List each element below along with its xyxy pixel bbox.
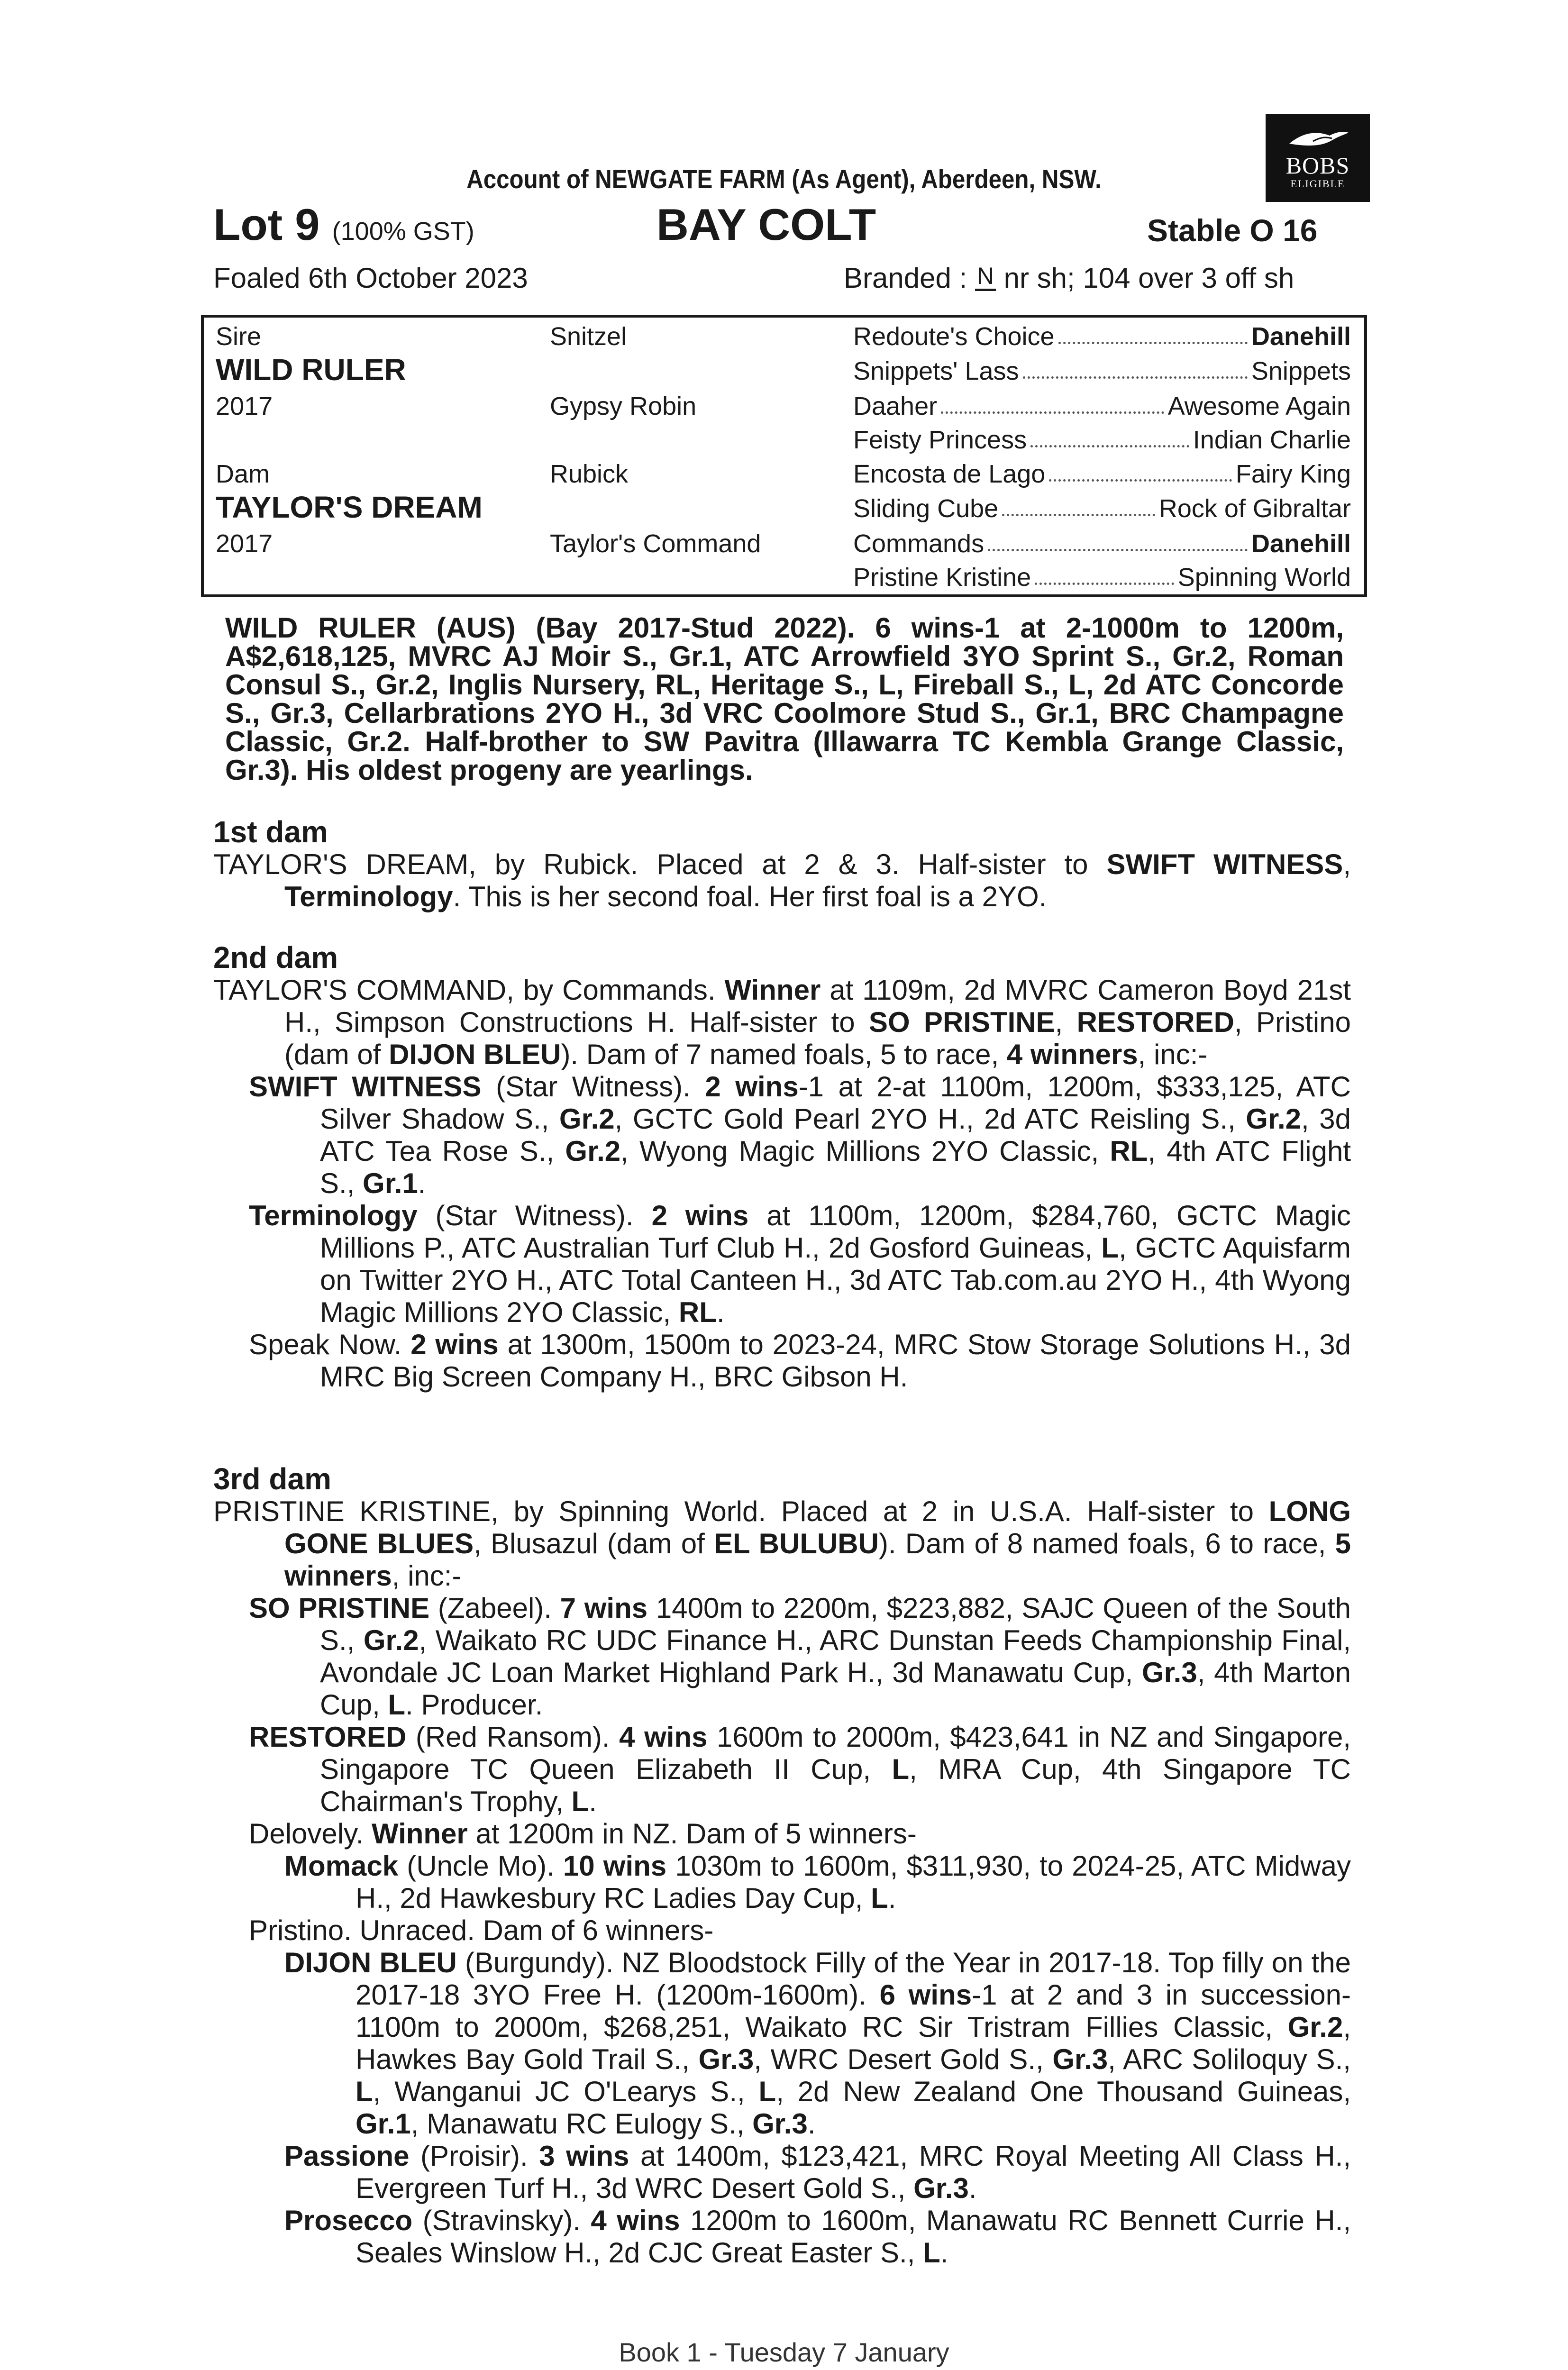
dam-name: TAYLOR'S DREAM — [216, 490, 483, 524]
gen3-row — [853, 529, 1351, 558]
first-dam-text: TAYLOR'S DREAM, by Rubick. Placed at 2 & 3. Half-sister to SWIFT WITNESS, Terminology. This is her second foal. Her first foal is a 2YO. — [213, 848, 1351, 912]
progeny-entry: RESTORED (Red Ransom). 4 wins 1600m to 2000m, $423,641 in NZ and Singapore, Singapore TC Queen Elizabeth II Cup, L, MRA Cup, 4th Singapore TC Chairman's Trophy, L. — [249, 1721, 1351, 1817]
dam-label: Dam — [216, 460, 270, 488]
gen3-name: Feisty Princess — [853, 426, 1027, 454]
second-dam-progeny-list — [213, 1071, 1351, 1393]
gen3-row — [853, 494, 1351, 523]
third-dam-section — [213, 1462, 1351, 2269]
gen3-name: Redoute's Choice — [853, 322, 1055, 351]
progeny-entry: Terminology (Star Witness). 2 wins at 1100m, 1200m, $284,760, GCTC Magic Millions P., ATC Australian Turf Club H., 2d Gosford Guineas, L, GCTC Aquisfarm on Twitter 2YO H., ATC Total Canteen H., 3d ATC Tab.com.au 2YO H., 4th Wyong Magic Millions 2YO Classic, RL. — [249, 1200, 1351, 1328]
foaled-date: Foaled 6th October 2023 — [213, 262, 528, 294]
second-dam-intro: TAYLOR'S COMMAND, by Commands. Winner at 1109m, 2d MVRC Cameron Boyd 21st H., Simpson Constructions H. Half-sister to SO PRISTINE, RESTORED, Pristino (dam of DIJON BLEU). Dam of 7 named foals, 5 to race, 4 winners, inc:- — [213, 974, 1351, 1070]
sire-label: Sire — [216, 322, 262, 351]
first-dam-section — [213, 815, 1351, 913]
gen3-name: Commands — [853, 529, 985, 558]
brand-details: nr sh; 104 over 3 off sh — [1003, 262, 1295, 294]
gen3-sire: Indian Charlie — [1193, 426, 1351, 454]
gen3-name: Pristine Kristine — [853, 563, 1031, 592]
third-dam-intro: PRISTINE KRISTINE, by Spinning World. Placed at 2 in U.S.A. Half-sister to LONG GONE BLUES, Blusazul (dam of EL BULUBU). Dam of 8 named foals, 6 to race, 5 winners, inc:- — [213, 1495, 1351, 1592]
gen3-sire: Danehill — [1251, 529, 1351, 558]
gen3-row — [853, 322, 1351, 351]
branded-label: Branded : — [844, 262, 967, 294]
progeny-entry: Momack (Uncle Mo). 10 wins 1030m to 1600m, $311,930, to 2024-25, ATC Midway H., 2d Hawkesbury RC Ladies Day Cup, L. — [284, 1850, 1351, 1914]
gen3-name: Snippets' Lass — [853, 357, 1019, 385]
logo-text-bobs: BOBS — [1285, 152, 1350, 179]
gen3-row — [853, 357, 1351, 385]
third-dam-progeny-list — [213, 1592, 1351, 2269]
vendor-account: Account of NEWGATE FARM (As Agent), Aberdeen, NSW. — [466, 164, 1102, 194]
section-heading: 3rd dam — [213, 1462, 331, 1496]
gen2-sire-dam: Gypsy Robin — [550, 392, 697, 420]
progeny-entry: SWIFT WITNESS (Star Witness). 2 wins-1 at 2-at 1100m, 1200m, $333,125, ATC Silver Shadow S., Gr.2, GCTC Gold Pearl 2YO H., 2d ATC Reisling S., Gr.2, 3d ATC Tea Rose S., Gr.2, Wyong Magic Millions 2YO Classic, RL, 4th ATC Flight S., Gr.1. — [249, 1071, 1351, 1199]
gen3-name: Encosta de Lago — [853, 460, 1046, 488]
gen3-name: Sliding Cube — [853, 494, 999, 523]
gen3-row — [853, 460, 1351, 488]
gen3-sire: Awesome Again — [1167, 392, 1351, 420]
gst-note: (100% GST) — [332, 217, 474, 246]
gen2-dam-dam: Taylor's Command — [550, 529, 761, 558]
gen3-sire: Danehill — [1251, 322, 1351, 351]
progeny-entry: SO PRISTINE (Zabeel). 7 wins 1400m to 2200m, $223,882, SAJC Queen of the South S., Gr.2, Waikato RC UDC Finance H., ARC Dunstan Feeds Championship Final, Avondale JC Loan Market Highland Park H., 3d Manawatu Cup, Gr.3, 4th Marton Cup, L. Producer. — [249, 1592, 1351, 1721]
sire-name: WILD RULER — [216, 353, 406, 387]
gen3-sire: Snippets — [1251, 357, 1351, 385]
brand-info — [844, 262, 1294, 294]
page-footer: Book 1 - Tuesday 7 January — [619, 2337, 949, 2367]
section-heading: 2nd dam — [213, 940, 338, 975]
section-heading: 1st dam — [213, 815, 328, 849]
gen2-sire-sire: Snitzel — [550, 322, 627, 351]
logo-text-eligible: ELIGIBLE — [1290, 178, 1345, 190]
lot-number — [213, 199, 474, 250]
brand-mark: N — [975, 263, 996, 291]
progeny-entry: Speak Now. 2 wins at 1300m, 1500m to 2023-24, MRC Stow Storage Solutions H., 3d MRC Big Screen Company H., BRC Gibson H. — [249, 1329, 1351, 1393]
sire-year: 2017 — [216, 392, 273, 420]
progeny-entry: DIJON BLEU (Burgundy). NZ Bloodstock Filly of the Year in 2017-18. Top filly on the 2017-18 3YO Free H. (1200m-1600m). 6 wins-1 at 2 and 3 in succession-1100m to 2000m, $268,251, Waikato RC Sir Tristram Fillies Classic, Gr.2, Hawkes Bay Gold Trail S., Gr.3, WRC Desert Gold S., Gr.3, ARC Soliloquy S., L, Wanganui JC O'Learys S., L, 2d New Zealand One Thousand Guineas, Gr.1, Manawatu RC Eulogy S., Gr.3. — [284, 1947, 1351, 2140]
progeny-entry: Pristino. Unraced. Dam of 6 winners- — [249, 1914, 714, 1946]
gen3-row — [853, 392, 1351, 420]
gen3-row — [853, 563, 1351, 592]
stable-location: Stable O 16 — [1147, 213, 1318, 248]
gen3-row — [853, 426, 1351, 454]
gen3-sire: Rock of Gibraltar — [1158, 494, 1351, 523]
progeny-entry: Delovely. Winner at 1200m in NZ. Dam of 5 winners- — [249, 1818, 917, 1850]
dam-year: 2017 — [216, 529, 273, 558]
progeny-entry: Prosecco (Stravinsky). 4 wins 1200m to 1600m, Manawatu RC Bennett Currie H., Seales Winslow H., 2d CJC Great Easter S., L. — [284, 2205, 1351, 2269]
bird-icon — [1285, 127, 1351, 151]
second-dam-section — [213, 941, 1351, 1393]
progeny-entry: Passione (Proisir). 3 wins at 1400m, $123,421, MRC Royal Meeting All Class H., Evergreen Turf H., 3d WRC Desert Gold S., Gr.3. — [284, 2140, 1351, 2204]
gen3-name: Daaher — [853, 392, 938, 420]
sire-summary: WILD RULER (AUS) (Bay 2017-Stud 2022). 6 wins-1 at 2-1000m to 1200m, A$2,618,125, MVRC AJ Moir S., Gr.1, ATC Arrowfield 3YO Sprint S., Gr.2, Roman Consul S., Gr.2, Inglis Nursery, RL, Heritage S., L, Fireball S., L, 2d ATC Concorde S., Gr.3, Cellarbrations 2YO H., 3d VRC Coolmore Stud S., Gr.1, BRC Champagne Classic, Gr.2. Half-brother to SW Pavitra (Illawarra TC Kembla Grange Classic, Gr.3). His oldest progeny are yearlings. — [225, 612, 1344, 786]
gen3-sire: Fairy King — [1235, 460, 1351, 488]
gen2-dam-sire: Rubick — [550, 460, 629, 488]
horse-description: BAY COLT — [656, 200, 876, 249]
lot-label: Lot 9 — [213, 200, 320, 249]
gen3-sire: Spinning World — [1177, 563, 1351, 592]
pedigree-table — [201, 315, 1367, 597]
